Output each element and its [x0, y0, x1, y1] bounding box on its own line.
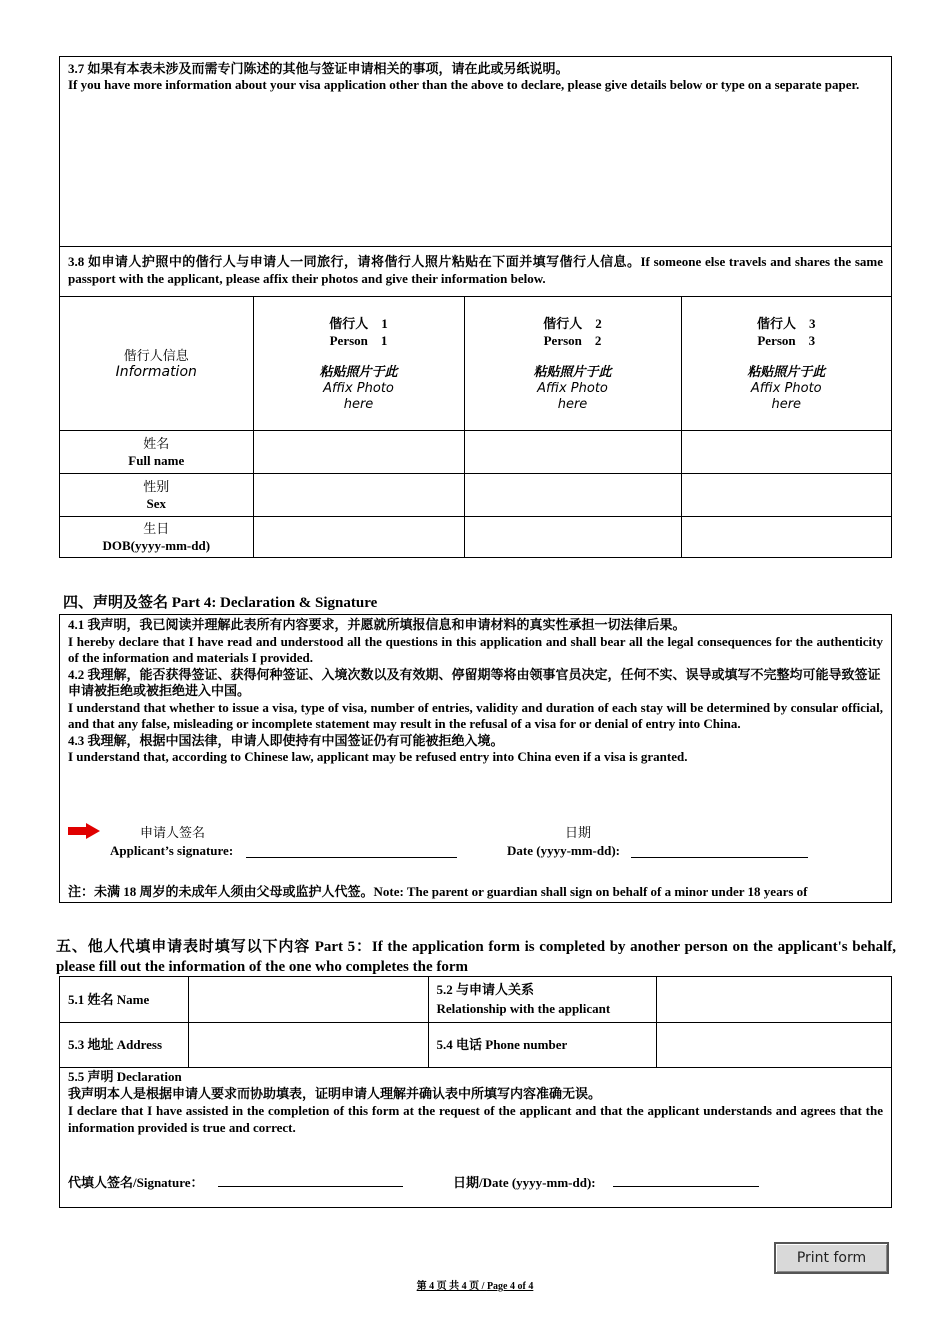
person-3-photo-en-2: here [771, 396, 802, 412]
decl-4-2-cn: 4.2 我理解，能否获得签证、获得何种签证、入境次数以及有效期、停留期等将由领事官员决定，任何不实、误导或填写不完整均可能导致签证申请被拒绝或被拒绝进入中国。 [68, 666, 881, 698]
person-2-name-field[interactable] [464, 431, 681, 474]
section-3-8-label-cn: 3.8 如申请人护照中的偕行人与申请人一同旅行，请将偕行人照片粘贴在下面并填写偕行人信息。 [68, 254, 641, 269]
agent-declaration-en: I declare that I have assisted in the completion of this form at the request of the applicant and that the applicant understands and agrees that the information provided is true and correct. [68, 1103, 883, 1135]
decl-4-3-en: I understand that, according to Chinese law, applicant may be refused entry into China even if a visa is granted. [68, 749, 688, 764]
applicant-date-label-cn: 日期 [565, 825, 592, 840]
section-3-7 [59, 56, 892, 247]
section-3-7-textarea[interactable] [68, 93, 883, 223]
companion-dob-row [60, 517, 891, 558]
agent-date-label: 日期/Date (yyyy-mm-dd): [453, 1175, 596, 1190]
agent-row-2 [60, 1022, 891, 1067]
person-1-photo-cn: 粘贴照片于此 [319, 364, 398, 380]
applicant-date-field[interactable] [631, 844, 808, 858]
person-1-photo-en-1: Affix Photo [323, 380, 394, 396]
agent-relationship-label-cn: 5.2 与申请人关系 [436, 982, 535, 998]
agent-phone-label: 5.4 电话 Phone number [428, 1022, 656, 1067]
print-form-button[interactable]: Print form [774, 1242, 889, 1274]
companion-info-header [60, 297, 253, 431]
minor-note: 注：未满 18 周岁的未成年人须由父母或监护人代签。Note: The parent or guardian shall sign on behalf of a minor under 18 years of [68, 884, 808, 899]
person-1-label-en: Person 1 [329, 332, 388, 348]
person-1-sex-field[interactable] [253, 474, 464, 517]
companion-info-header-en: Information [115, 363, 197, 380]
person-3-label-cn: 偕行人 3 [756, 315, 816, 331]
companion-photo-row [60, 297, 891, 431]
person-3-photo-en-1: Affix Photo [750, 380, 822, 396]
section-3-7-label-cn: 3.7 如果有本表未涉及而需专门陈述的其他与签证申请相关的事项，请在此或另纸说明。 [68, 61, 569, 76]
footer-pages-cn: 第 4 页 共 4 页 / [416, 1281, 487, 1292]
agent-relationship-label-en: Relationship with the applicant [436, 1001, 611, 1017]
footer-pages-en: Page 4 of 4 [486, 1281, 534, 1292]
section-4 [59, 614, 892, 903]
agent-name-field[interactable] [188, 977, 428, 1022]
companion-dob-label-en: DOB(yyyy-mm-dd) [102, 538, 211, 554]
companion-dob-label-cn: 生日 [143, 521, 170, 537]
section-4-title: 四、声明及签名 Part 4: Declaration & Signature [63, 595, 378, 611]
section-3-8 [59, 246, 892, 558]
agent-phone-field[interactable] [656, 1022, 891, 1067]
companion-name-label [60, 431, 253, 474]
agent-info-table [60, 977, 891, 1068]
decl-4-3-cn: 4.3 我理解，根据中国法律，申请人即使持有中国签证仍有可能被拒绝入境。 [68, 732, 504, 748]
person-1-name-field[interactable] [253, 431, 464, 474]
applicant-date-label-en: Date (yyyy-mm-dd): [507, 843, 621, 858]
person-2-dob-field[interactable] [464, 517, 681, 558]
agent-date-field[interactable] [613, 1173, 759, 1187]
agent-address-label: 5.3 地址 Address [60, 1022, 188, 1067]
agent-relationship-field[interactable] [656, 977, 891, 1022]
person-1-dob-field[interactable] [253, 517, 464, 558]
section-3-8-header [60, 247, 891, 297]
agent-declaration-title: 5.5 声明 Declaration [68, 1069, 182, 1084]
section-3-8-label-en: If someone else travels and shares the same passport with the applicant, please affix their photos and give their information below. [68, 254, 883, 286]
companion-sex-label-en: Sex [146, 496, 166, 511]
agent-declaration [60, 1067, 891, 1137]
companion-table [60, 296, 891, 558]
person-2-label-cn: 偕行人 2 [543, 315, 602, 331]
companion-sex-row [60, 474, 891, 517]
companion-name-label-en: Full name [128, 453, 185, 468]
decl-4-1-cn: 4.1 我声明，我已阅读并理解此表所有内容要求，并愿就所填报信息和申请材料的真实性承担一切法律后果。 [68, 617, 686, 632]
arrow-right-icon [68, 823, 100, 839]
agent-signature-label: 代填人签名/Signature： [68, 1175, 204, 1190]
agent-declaration-cn: 我声明本人是根据申请人要求而协助填表，证明申请人理解并确认表中所填写内容准确无误。 [68, 1086, 602, 1101]
section-3-7-label-en: If you have more information about your visa application other than the above to declare, please give details below or type on a separate paper. [68, 77, 860, 92]
companion-name-row [60, 431, 891, 474]
person-2-photo-en-1: Affix Photo [537, 380, 608, 396]
companion-info-header-cn: 偕行人信息 [123, 347, 189, 363]
person-2-photo-cell[interactable] [464, 297, 681, 431]
person-3-dob-field[interactable] [681, 517, 891, 558]
section-5-title: 五、他人代填申请表时填写以下内容 Part 5：If the application form is completed by another person on the applicant's behalf, please fill out the information of the one who completes the form [56, 939, 896, 975]
person-2-sex-field[interactable] [464, 474, 681, 517]
applicant-signature-label-en: Applicant’s signature: [110, 843, 234, 858]
agent-name-label: 5.1 姓名 Name [60, 977, 188, 1022]
companion-sex-label-cn: 性别 [143, 479, 170, 494]
decl-4-2-en: I understand that whether to issue a visa, type of visa, number of entries, validity and duration of each stay will be determined by consular official, and that any false, misleading or incomplete statement may result in the refusal of a visa for or denial of entry into China. [68, 699, 883, 731]
person-1-photo-en-2: here [343, 396, 374, 412]
companion-sex-label [60, 474, 253, 517]
person-3-photo-cell[interactable] [681, 297, 891, 431]
person-2-photo-cn: 粘贴照片于此 [533, 364, 612, 380]
companion-name-label-cn: 姓名 [143, 436, 170, 451]
agent-address-field[interactable] [188, 1022, 428, 1067]
person-3-name-field[interactable] [681, 431, 891, 474]
section-5 [59, 976, 892, 1208]
decl-4-1-en: I hereby declare that I have read and understood all the questions in this application and shall bear all the legal consequences for the authenticity of the information and materials I provided. [68, 633, 883, 665]
applicant-signature-field[interactable] [246, 844, 457, 858]
companion-dob-label [60, 517, 253, 558]
person-2-photo-en-2: here [557, 396, 588, 412]
person-3-sex-field[interactable] [681, 474, 891, 517]
person-3-label-en: Person 3 [757, 332, 816, 348]
person-1-photo-cell[interactable] [253, 297, 464, 431]
page-footer [0, 1277, 950, 1292]
applicant-signature-label-cn: 申请人签名 [140, 825, 206, 840]
agent-signature-field[interactable] [218, 1173, 403, 1187]
person-1-label-cn: 偕行人 1 [329, 315, 388, 331]
agent-row-1 [60, 977, 891, 1022]
agent-relationship-label [428, 977, 656, 1022]
person-2-label-en: Person 2 [543, 332, 602, 348]
person-3-photo-cn: 粘贴照片于此 [747, 364, 826, 380]
